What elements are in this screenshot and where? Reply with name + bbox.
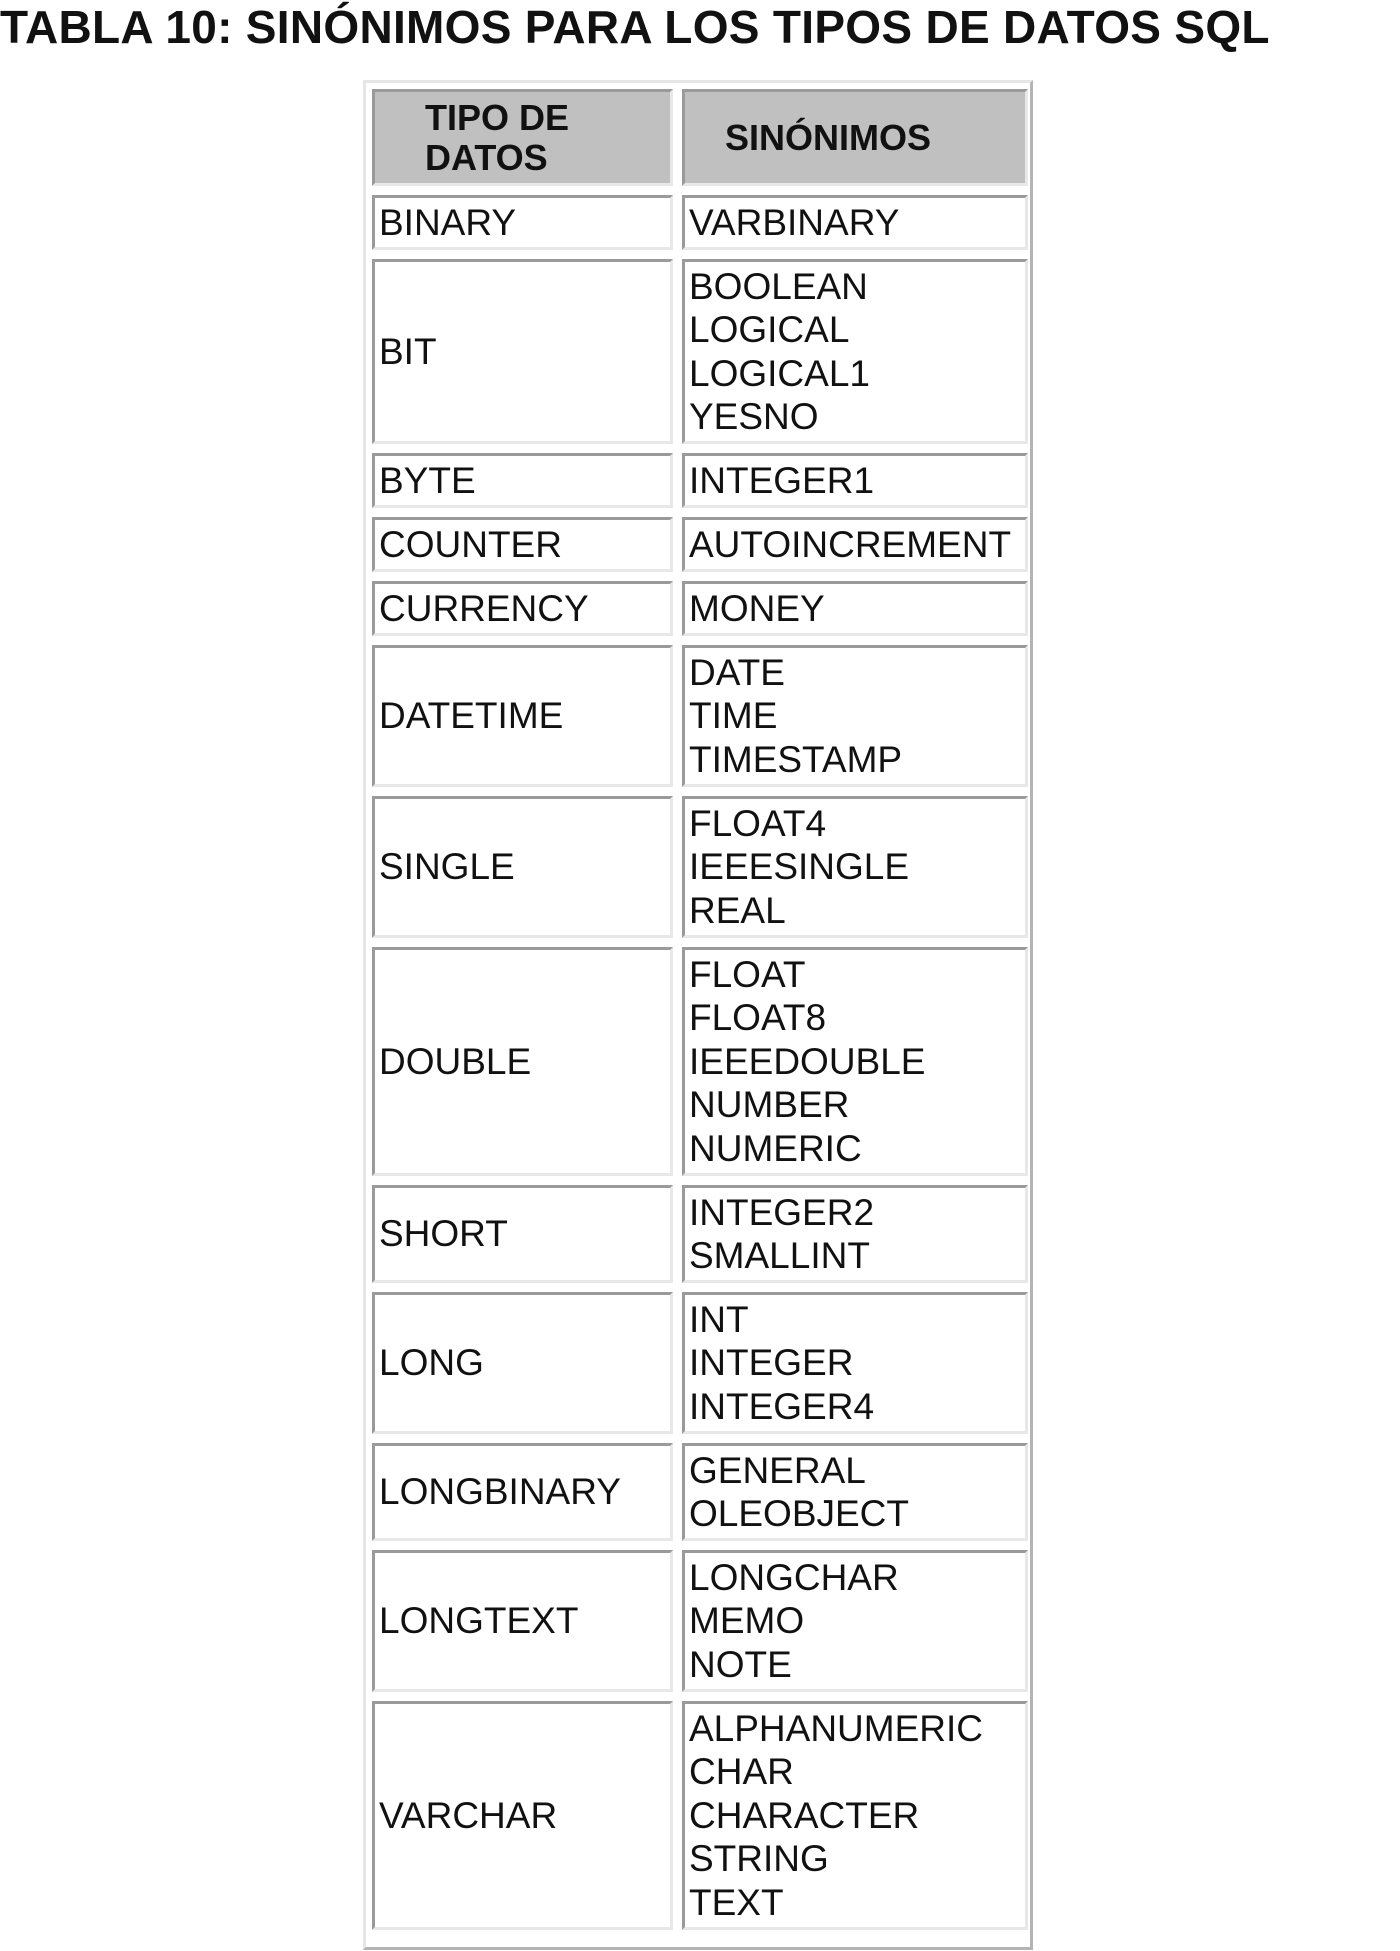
synonym-item: INTEGER	[689, 1342, 854, 1384]
synonyms-table	[363, 80, 1033, 1950]
synonym-item: CHARACTER	[689, 1794, 920, 1836]
synonym-item: INTEGER1	[689, 459, 875, 501]
synonym-item: LOGICAL1	[689, 352, 870, 394]
synonym-item: NUMERIC	[689, 1127, 862, 1169]
data-type-cell	[372, 947, 673, 1176]
data-type-name: LONGBINARY	[379, 1471, 621, 1513]
data-type-cell	[372, 1443, 673, 1541]
data-type-name: SINGLE	[379, 846, 515, 888]
synonyms-cell	[682, 1292, 1028, 1434]
synonyms-cell	[682, 581, 1028, 636]
synonyms-cell	[682, 796, 1028, 938]
synonym-item: INT	[689, 1298, 749, 1340]
synonym-item: MONEY	[689, 587, 825, 629]
header-cell-synonyms	[682, 89, 1028, 186]
synonyms-cell	[682, 453, 1028, 508]
data-type-cell	[372, 259, 673, 444]
synonym-item: DATE	[689, 651, 785, 693]
synonym-item: LONGCHAR	[689, 1556, 899, 1598]
synonym-item: BOOLEAN	[689, 265, 868, 307]
data-type-name: DOUBLE	[379, 1040, 532, 1082]
synonyms-cell	[682, 1701, 1028, 1930]
synonyms-cell	[682, 1443, 1028, 1541]
synonym-item: INTEGER2	[689, 1191, 875, 1233]
synonym-item: GENERAL	[689, 1449, 866, 1491]
data-type-name: BINARY	[379, 201, 517, 243]
data-type-cell	[372, 1550, 673, 1692]
header-type-line-1: TIPO DE	[425, 96, 570, 138]
synonym-item: IEEESINGLE	[689, 846, 910, 888]
synonym-item: LOGICAL	[689, 309, 850, 350]
synonym-item: FLOAT	[689, 953, 806, 995]
synonyms-cell	[682, 195, 1028, 250]
synonym-item: TIME	[689, 695, 778, 737]
data-type-cell	[372, 796, 673, 938]
data-type-name: LONGTEXT	[379, 1600, 579, 1642]
synonym-item: FLOAT4	[689, 802, 827, 844]
synonym-item: TIMESTAMP	[689, 738, 903, 780]
page-title: TABLA 10: SINÓNIMOS PARA LOS TIPOS DE DATOS SQL	[0, 1, 1270, 53]
synonym-item: REAL	[689, 889, 786, 931]
data-type-cell	[372, 581, 673, 636]
synonyms-cell	[682, 1185, 1028, 1283]
synonyms-cell	[682, 517, 1028, 572]
data-type-cell	[372, 195, 673, 250]
header-synonyms-label: SINÓNIMOS	[725, 116, 932, 158]
data-type-name: LONG	[379, 1342, 484, 1384]
synonyms-cell	[682, 1550, 1028, 1692]
header-cell-type	[372, 89, 673, 186]
data-type-cell	[372, 645, 673, 787]
synonyms-cell	[682, 645, 1028, 787]
data-type-name: VARCHAR	[379, 1794, 558, 1836]
synonym-item: CHAR	[689, 1751, 794, 1793]
synonym-item: SMALLINT	[689, 1235, 870, 1276]
synonym-item: OLEOBJECT	[689, 1493, 909, 1534]
synonym-item: TEXT	[689, 1881, 784, 1923]
data-type-cell	[372, 1185, 673, 1283]
synonym-item: YESNO	[689, 396, 819, 437]
data-type-name: CURRENCY	[379, 587, 589, 629]
data-type-cell	[372, 1292, 673, 1434]
data-type-name: BIT	[379, 330, 437, 372]
synonym-item: INTEGER4	[689, 1385, 875, 1427]
header-type-line-2: DATOS	[425, 136, 548, 178]
data-type-name: DATETIME	[379, 695, 564, 737]
synonyms-cell	[682, 947, 1028, 1176]
synonym-item: ALPHANUMERIC	[689, 1707, 983, 1749]
data-type-name: SHORT	[379, 1213, 508, 1255]
synonym-item: MEMO	[689, 1600, 805, 1642]
data-type-cell	[372, 517, 673, 572]
synonym-item: NUMBER	[689, 1084, 850, 1126]
synonym-item: STRING	[689, 1838, 829, 1880]
synonyms-cell	[682, 259, 1028, 444]
data-type-name: BYTE	[379, 459, 476, 501]
synonym-item: AUTOINCREMENT	[689, 523, 1012, 565]
data-type-cell	[372, 1701, 673, 1930]
synonym-item: IEEEDOUBLE	[689, 1040, 926, 1082]
data-type-cell	[372, 453, 673, 508]
data-type-name: COUNTER	[379, 523, 562, 565]
synonym-item: FLOAT8	[689, 997, 827, 1039]
synonym-item: NOTE	[689, 1643, 792, 1685]
synonym-item: VARBINARY	[689, 201, 900, 243]
